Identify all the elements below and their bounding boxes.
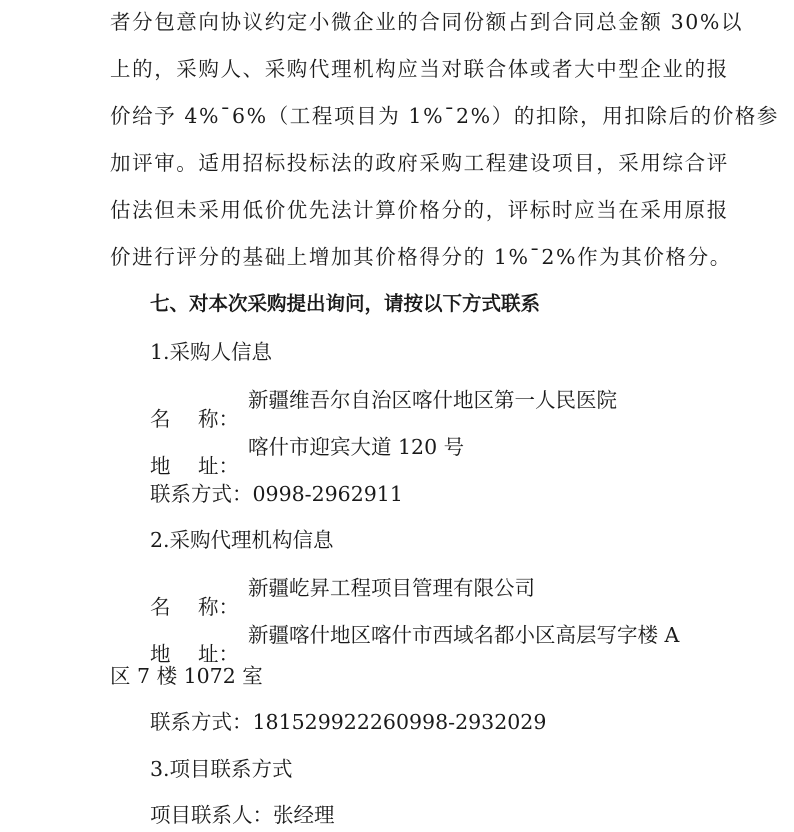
project-contact-value: 张经理	[273, 803, 335, 827]
project-contact-row	[150, 803, 335, 827]
purchaser-contact-value: 0998-2962911	[252, 482, 403, 506]
agency-contact-row	[150, 710, 546, 734]
agency-name-value: 新疆屹昇工程项目管理有限公司	[248, 576, 535, 600]
agency-title: 2.采购代理机构信息	[150, 528, 334, 552]
section-heading: 七、对本次采购提出询问，请按以下方式联系	[150, 292, 541, 315]
paragraph-line: 者分包意向协议约定小微企业的合同份额占到合同总金额 30%以	[110, 10, 744, 34]
agency-address-continuation: 区 7 楼 1072 室	[110, 664, 263, 688]
agency-address-row: 地 址： 新疆喀什地区喀什市西域名都小区高层写字楼 A	[150, 623, 680, 666]
project-title: 3.项目联系方式	[150, 757, 293, 781]
purchaser-address-row: 地 址： 喀什市迎宾大道 120 号	[150, 435, 465, 478]
purchaser-contact-row	[150, 482, 403, 506]
project-contact-label: 项目联系人：	[150, 803, 273, 827]
paragraph-line: 价给予 4%¯6%（工程项目为 1%¯2%）的扣除，用扣除后的价格参	[110, 104, 780, 128]
agency-contact-value: 181529922260998-2932029	[252, 710, 547, 734]
agency-name-row: 名 称： 新疆屹昇工程项目管理有限公司	[150, 576, 535, 619]
paragraph-line: 上的，采购人、采购代理机构应当对联合体或者大中型企业的报	[110, 57, 729, 81]
purchaser-address-value: 喀什市迎宾大道 120 号	[248, 435, 465, 459]
purchaser-name-value: 新疆维吾尔自治区喀什地区第一人民医院	[248, 388, 617, 412]
purchaser-name-row: 名 称： 新疆维吾尔自治区喀什地区第一人民医院	[150, 388, 617, 431]
purchaser-title: 1.采购人信息	[150, 340, 273, 364]
paragraph-line: 估法但未采用低价优先法计算价格分的，评标时应当在采用原报	[110, 198, 729, 222]
agency-address-value: 新疆喀什地区喀什市西域名都小区高层写字楼 A	[248, 623, 680, 647]
paragraph-line: 价进行评分的基础上增加其价格得分的 1%¯2%作为其价格分。	[110, 245, 732, 269]
contact-label: 联系方式：	[150, 710, 253, 734]
paragraph-line: 加评审。适用招标投标法的政府采购工程建设项目，采用综合评	[110, 151, 729, 175]
contact-label: 联系方式：	[150, 482, 253, 506]
